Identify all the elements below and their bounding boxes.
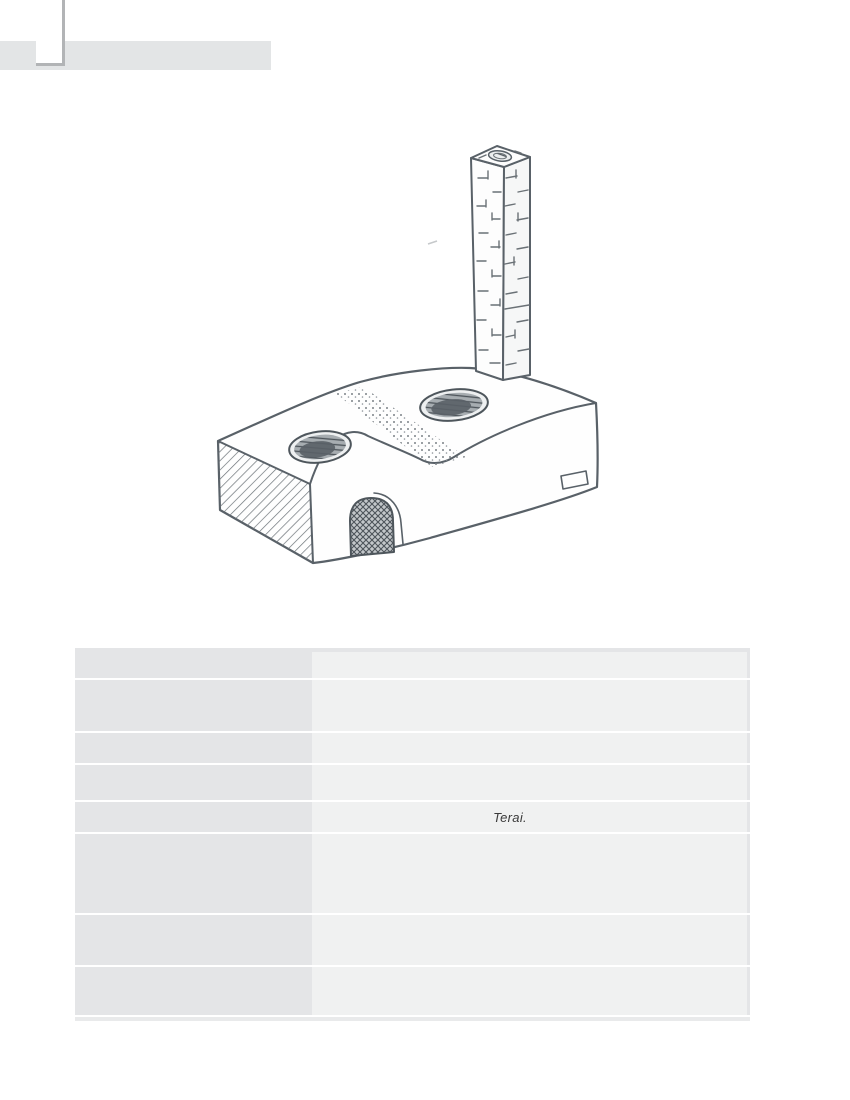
header-notch (36, 41, 62, 63)
margin-rule-vertical (62, 0, 65, 65)
table-value-cell (312, 915, 750, 965)
table-value-cell (312, 834, 750, 913)
margin-rule-horizontal (36, 63, 65, 66)
chimney (471, 146, 530, 380)
table-row (75, 915, 750, 965)
table-label-cell (75, 967, 312, 1015)
table-label-cell (75, 765, 312, 800)
stove-body (218, 368, 598, 563)
table-label-cell (75, 834, 312, 913)
table-label-cell (75, 733, 312, 763)
table-label-cell (75, 915, 312, 965)
table-row (75, 967, 750, 1015)
table-value-cell (312, 967, 750, 1015)
table-value-cell (312, 765, 750, 800)
table-row (75, 680, 750, 731)
table-row (75, 648, 750, 678)
stove-illustration (190, 130, 630, 600)
table-value-cell (312, 648, 750, 678)
table-label-cell (75, 648, 312, 678)
table-value-cell: Terai. (312, 802, 750, 832)
table-row (75, 834, 750, 913)
table-label-cell (75, 802, 312, 832)
table-row (75, 802, 750, 832)
table-label-cell (75, 680, 312, 731)
pencil-scratch (428, 241, 437, 244)
spec-table (75, 648, 750, 1021)
table-value-cell (312, 733, 750, 763)
table-row (75, 733, 750, 763)
table-row (75, 765, 750, 800)
table-value-cell (312, 680, 750, 731)
table-bottom-strip (75, 1017, 750, 1021)
